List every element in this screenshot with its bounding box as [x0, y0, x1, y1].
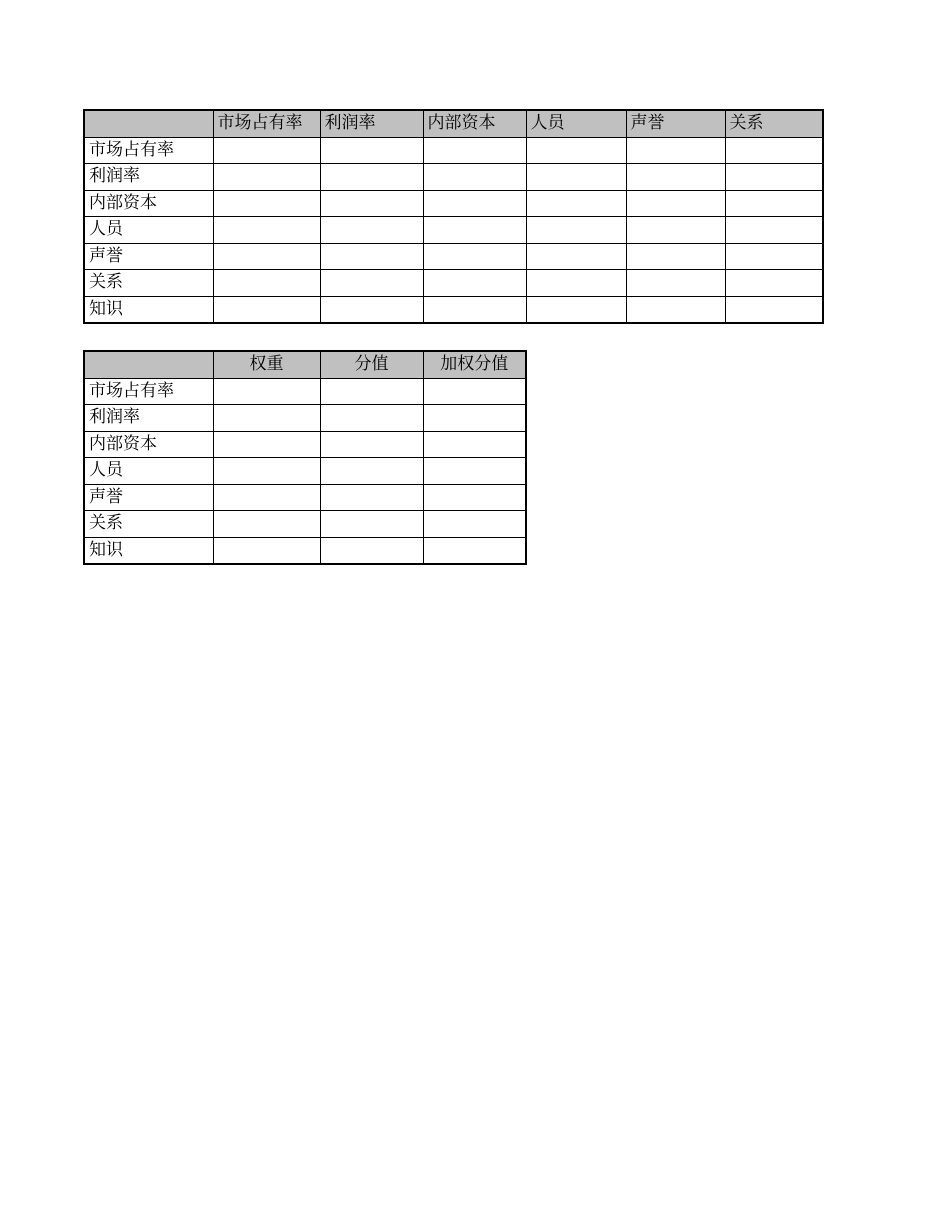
matrix-cell[interactable] — [626, 243, 725, 270]
matrix-cell[interactable] — [526, 270, 626, 297]
matrix-cell[interactable] — [626, 137, 725, 164]
table-row — [84, 458, 526, 485]
weights-cell[interactable] — [320, 537, 423, 564]
matrix-cell[interactable] — [213, 190, 320, 217]
matrix-cell[interactable] — [320, 137, 423, 164]
weights-cell[interactable] — [320, 458, 423, 485]
matrix-cell[interactable] — [626, 217, 725, 244]
weights-cell[interactable] — [423, 405, 526, 432]
matrix-cell[interactable] — [626, 164, 725, 191]
matrix-row-header[interactable]: 知识 — [84, 296, 213, 323]
weighted-score-table — [83, 350, 527, 565]
matrix-cell[interactable] — [423, 164, 526, 191]
weights-row-header[interactable]: 人员 — [84, 458, 213, 485]
matrix-row-header[interactable]: 声誉 — [84, 243, 213, 270]
matrix-cell[interactable] — [423, 296, 526, 323]
weights-cell[interactable] — [320, 405, 423, 432]
weights-cell[interactable] — [320, 484, 423, 511]
matrix-row-header[interactable]: 人员 — [84, 217, 213, 244]
matrix-cell[interactable] — [213, 243, 320, 270]
weights-cell[interactable] — [213, 378, 320, 405]
weights-header-row — [84, 351, 526, 378]
matrix-cell[interactable] — [423, 270, 526, 297]
matrix-col-header[interactable]: 声誉 — [626, 110, 725, 137]
matrix-cell[interactable] — [320, 270, 423, 297]
weights-row-header[interactable]: 市场占有率 — [84, 378, 213, 405]
matrix-cell[interactable] — [213, 270, 320, 297]
weights-row-header[interactable]: 利润率 — [84, 405, 213, 432]
matrix-cell[interactable] — [526, 137, 626, 164]
matrix-cell[interactable] — [725, 164, 823, 191]
matrix-cell[interactable] — [526, 217, 626, 244]
weights-row-header[interactable]: 内部资本 — [84, 431, 213, 458]
weights-col-header-weighted-score[interactable]: 加权分值 — [423, 351, 526, 378]
matrix-cell[interactable] — [725, 270, 823, 297]
weights-cell[interactable] — [213, 537, 320, 564]
matrix-col-header[interactable]: 市场占有率 — [213, 110, 320, 137]
weights-cell[interactable] — [213, 484, 320, 511]
matrix-corner-cell[interactable] — [84, 110, 213, 137]
table-row — [84, 378, 526, 405]
matrix-col-header[interactable]: 人员 — [526, 110, 626, 137]
table-row — [84, 484, 526, 511]
matrix-cell[interactable] — [626, 296, 725, 323]
matrix-cell[interactable] — [725, 137, 823, 164]
matrix-col-header[interactable]: 关系 — [725, 110, 823, 137]
table-row — [84, 537, 526, 564]
matrix-cell[interactable] — [213, 217, 320, 244]
weights-row-header[interactable]: 关系 — [84, 511, 213, 538]
weights-cell[interactable] — [423, 484, 526, 511]
matrix-cell[interactable] — [725, 243, 823, 270]
table-row — [84, 164, 823, 191]
matrix-cell[interactable] — [626, 270, 725, 297]
weights-cell[interactable] — [423, 537, 526, 564]
matrix-cell[interactable] — [526, 296, 626, 323]
table-row — [84, 190, 823, 217]
matrix-cell[interactable] — [213, 137, 320, 164]
weights-cell[interactable] — [423, 511, 526, 538]
weights-cell[interactable] — [423, 458, 526, 485]
matrix-cell[interactable] — [526, 164, 626, 191]
matrix-cell[interactable] — [320, 190, 423, 217]
matrix-cell[interactable] — [626, 190, 725, 217]
table-row — [84, 217, 823, 244]
weights-cell[interactable] — [320, 378, 423, 405]
matrix-cell[interactable] — [725, 190, 823, 217]
matrix-cell[interactable] — [213, 164, 320, 191]
table-row — [84, 431, 526, 458]
matrix-cell[interactable] — [320, 164, 423, 191]
matrix-row-header[interactable]: 利润率 — [84, 164, 213, 191]
matrix-cell[interactable] — [423, 137, 526, 164]
weights-cell[interactable] — [423, 431, 526, 458]
comparison-matrix-table — [83, 109, 824, 324]
matrix-cell[interactable] — [526, 243, 626, 270]
matrix-cell[interactable] — [423, 190, 526, 217]
matrix-col-header[interactable]: 利润率 — [320, 110, 423, 137]
table-row — [84, 137, 823, 164]
matrix-cell[interactable] — [320, 243, 423, 270]
matrix-row-header[interactable]: 关系 — [84, 270, 213, 297]
matrix-cell[interactable] — [725, 217, 823, 244]
matrix-cell[interactable] — [526, 190, 626, 217]
matrix-row-header[interactable]: 内部资本 — [84, 190, 213, 217]
matrix-cell[interactable] — [423, 243, 526, 270]
weights-row-header[interactable]: 声誉 — [84, 484, 213, 511]
weights-cell[interactable] — [213, 458, 320, 485]
weights-cell[interactable] — [213, 511, 320, 538]
matrix-col-header[interactable]: 内部资本 — [423, 110, 526, 137]
table-row — [84, 243, 823, 270]
table-row — [84, 270, 823, 297]
weights-cell[interactable] — [213, 431, 320, 458]
table-row — [84, 405, 526, 432]
matrix-cell[interactable] — [320, 296, 423, 323]
table-row — [84, 296, 823, 323]
weights-cell[interactable] — [320, 511, 423, 538]
weights-col-header-score[interactable]: 分值 — [320, 351, 423, 378]
weights-row-header[interactable]: 知识 — [84, 537, 213, 564]
matrix-row-header[interactable]: 市场占有率 — [84, 137, 213, 164]
matrix-header-row — [84, 110, 823, 137]
table-row — [84, 511, 526, 538]
matrix-cell[interactable] — [423, 217, 526, 244]
matrix-cell[interactable] — [213, 296, 320, 323]
weights-cell[interactable] — [320, 431, 423, 458]
weights-col-header-weight[interactable]: 权重 — [213, 351, 320, 378]
weights-cell[interactable] — [423, 378, 526, 405]
matrix-cell[interactable] — [725, 296, 823, 323]
matrix-cell[interactable] — [320, 217, 423, 244]
weights-corner-cell[interactable] — [84, 351, 213, 378]
weights-cell[interactable] — [213, 405, 320, 432]
